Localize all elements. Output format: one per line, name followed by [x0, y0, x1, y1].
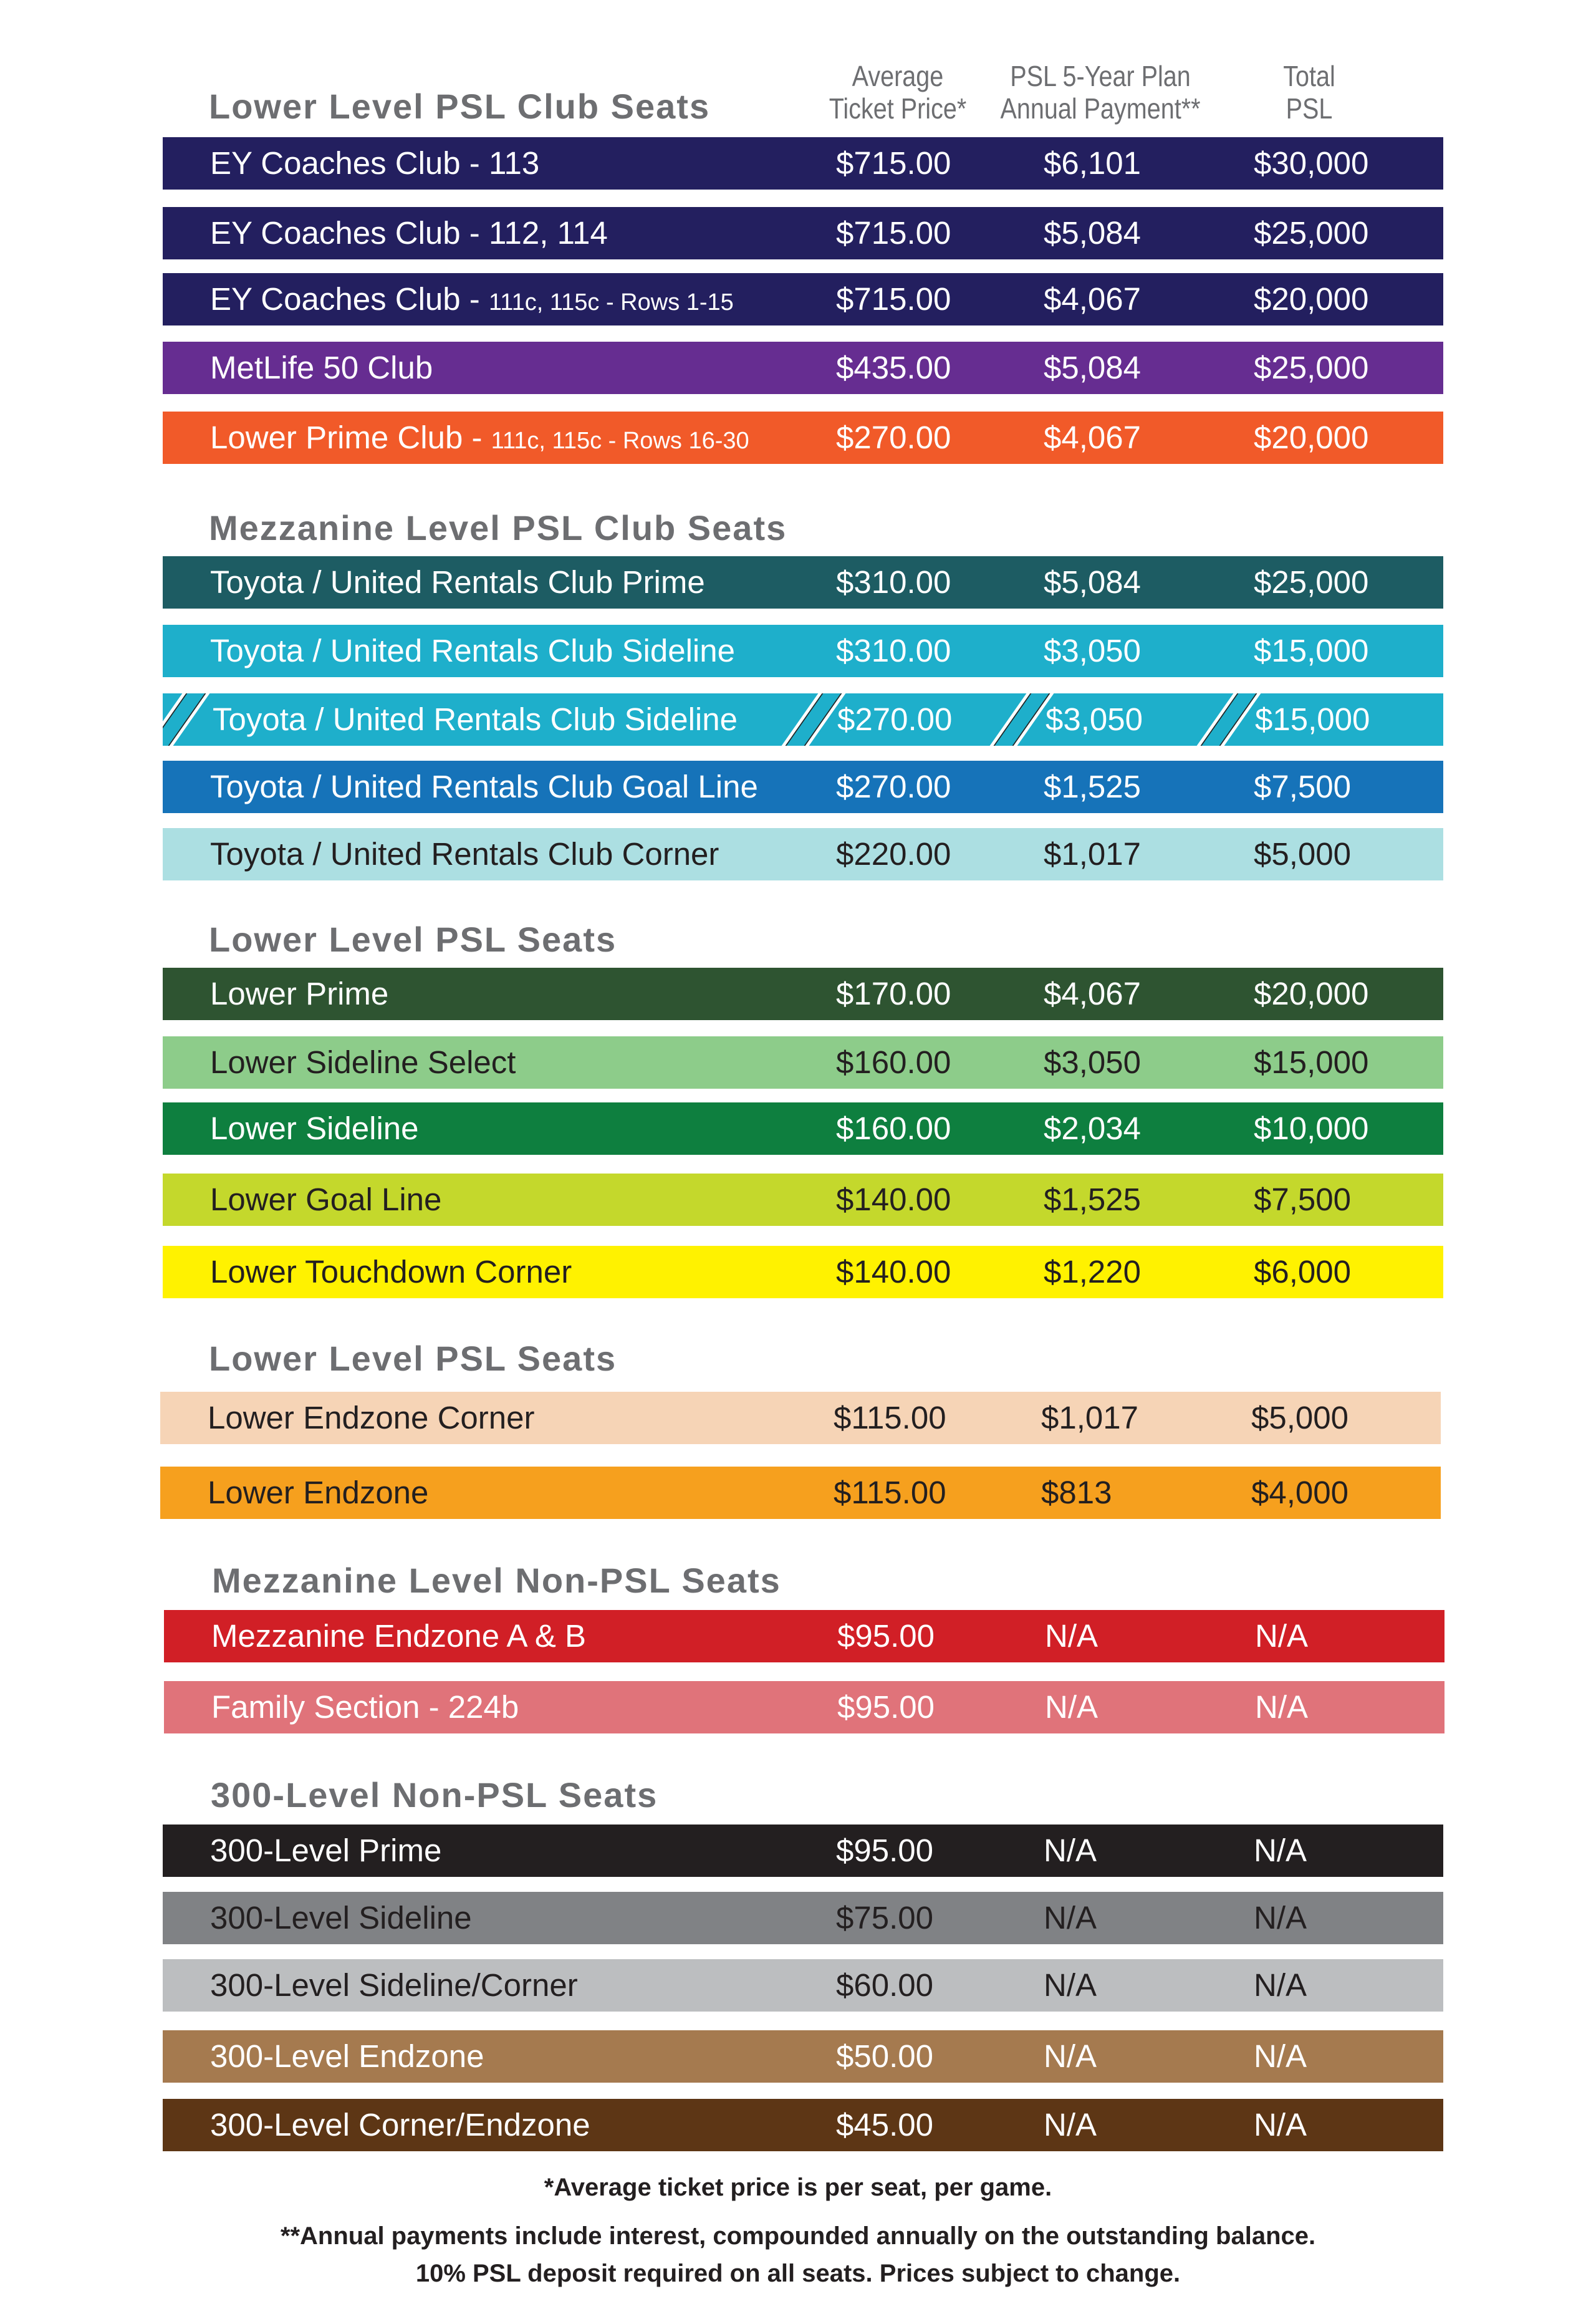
- seat-total-psl: N/A: [1255, 1618, 1309, 1654]
- seat-row: [164, 1681, 1445, 1733]
- seat-price: $435.00: [836, 350, 951, 385]
- seat-price: $310.00: [836, 633, 951, 668]
- seat-annual-payment: $2,034: [1044, 1111, 1141, 1146]
- seat-name-text: Toyota / United Rentals Club Sideline: [213, 701, 738, 737]
- seat-name: [210, 1246, 572, 1298]
- seat-annual-payment: $813: [1041, 1475, 1112, 1510]
- seat-price: $715.00: [836, 145, 951, 181]
- section-title: Lower Level PSL Seats: [209, 920, 617, 959]
- stripe-divider: [1197, 693, 1261, 746]
- seat-annual-payment: $5,084: [1044, 215, 1141, 251]
- seat-name-text: EY Coaches Club - 113: [210, 145, 540, 181]
- seat-row: [163, 273, 1443, 325]
- header-line: PSL 5-Year Plan: [1010, 60, 1191, 92]
- seat-name: [210, 1959, 578, 2012]
- seat-name: [211, 1610, 586, 1662]
- seat-price: $95.00: [836, 1833, 933, 1868]
- seat-total-psl: N/A: [1254, 2038, 1307, 2074]
- seat-name-text: 300-Level Endzone: [210, 2038, 484, 2074]
- seat-total-psl: $20,000: [1254, 976, 1369, 1011]
- seat-total-psl: $25,000: [1254, 564, 1369, 600]
- footnote-annual-payments: **Annual payments include interest, compounded annually on the outstanding balance.: [280, 2222, 1316, 2250]
- seat-row: [163, 556, 1443, 609]
- seat-total-psl: $5,000: [1254, 836, 1351, 872]
- seat-annual-payment: $1,525: [1044, 1182, 1141, 1217]
- seat-annual-payment: N/A: [1044, 1833, 1097, 1868]
- seat-total-psl: $10,000: [1254, 1111, 1369, 1146]
- seat-annual-payment: $6,101: [1044, 145, 1141, 181]
- seat-price: $715.00: [836, 281, 951, 317]
- seat-price: $50.00: [836, 2038, 933, 2074]
- seat-annual-payment: N/A: [1045, 1689, 1098, 1725]
- header-line: PSL: [1286, 92, 1333, 125]
- seat-name-text: Lower Goal Line: [210, 1182, 442, 1217]
- seat-annual-payment: $4,067: [1044, 976, 1141, 1011]
- seat-row: [163, 412, 1443, 464]
- seat-name: [210, 625, 735, 677]
- seat-row: [160, 1392, 1441, 1444]
- seat-price: $95.00: [837, 1689, 935, 1725]
- seat-row: [163, 1246, 1443, 1298]
- seat-annual-payment: $5,084: [1044, 564, 1141, 600]
- seat-row: [163, 625, 1443, 677]
- seat-annual-payment: N/A: [1044, 1967, 1097, 2003]
- seat-total-psl: $15,000: [1254, 1044, 1369, 1080]
- seat-name: [210, 342, 433, 394]
- seat-name: [210, 207, 608, 259]
- seat-price: $115.00: [834, 1400, 946, 1435]
- seat-row: [163, 1036, 1443, 1089]
- seat-price: $140.00: [836, 1182, 951, 1217]
- seat-name-text: 300-Level Sideline: [210, 1900, 472, 1935]
- seat-name: [208, 1467, 428, 1519]
- seat-name-text: Lower Sideline: [210, 1111, 419, 1146]
- header-total-psl: [1250, 60, 1368, 125]
- seat-annual-payment: $3,050: [1044, 633, 1141, 668]
- seat-name-text: Lower Touchdown Corner: [210, 1254, 572, 1289]
- seat-total-psl: N/A: [1254, 2107, 1307, 2143]
- seat-row: [163, 1959, 1443, 2012]
- seat-total-psl: $15,000: [1255, 701, 1370, 737]
- seat-price: $160.00: [836, 1044, 951, 1080]
- seat-price: $45.00: [836, 2107, 933, 2143]
- seat-annual-payment: $1,017: [1041, 1400, 1138, 1435]
- header-line: Ticket Price*: [829, 92, 967, 125]
- stripe-divider: [782, 693, 846, 746]
- seat-row: [163, 2099, 1443, 2151]
- seat-name-detail: 111c, 115c - Rows 16-30: [491, 428, 749, 454]
- seat-name-text: Mezzanine Endzone A & B: [211, 1618, 587, 1654]
- seat-row: [163, 828, 1443, 880]
- seat-total-psl: $6,000: [1254, 1254, 1351, 1289]
- seat-row: [163, 761, 1443, 813]
- seat-total-psl: $20,000: [1254, 420, 1369, 455]
- seat-price: $170.00: [836, 976, 951, 1011]
- section-title: Mezzanine Level PSL Club Seats: [209, 508, 787, 547]
- stripe-divider: [990, 693, 1054, 746]
- seat-price: $160.00: [836, 1111, 951, 1146]
- seat-name: [210, 761, 758, 813]
- seat-row: [163, 1102, 1443, 1155]
- footnote-average-price: *Average ticket price is per seat, per game.: [544, 2174, 1052, 2201]
- seat-total-psl: N/A: [1254, 1967, 1307, 2003]
- seat-price: $310.00: [836, 564, 951, 600]
- seat-annual-payment: $3,050: [1046, 701, 1143, 737]
- seat-annual-payment: $5,084: [1044, 350, 1141, 385]
- seat-name-text: EY Coaches Club - 112, 114: [210, 215, 608, 251]
- seat-row: [163, 1892, 1443, 1944]
- seat-row: [160, 1467, 1441, 1519]
- seat-annual-payment: $1,017: [1044, 836, 1141, 872]
- seat-name-detail: 111c, 115c - Rows 1-15: [488, 289, 734, 316]
- stripe-divider: [163, 693, 209, 746]
- seat-name: [210, 556, 705, 609]
- seat-name-text: 300-Level Sideline/Corner: [210, 1967, 578, 2003]
- seat-name-text: Lower Sideline Select: [210, 1044, 516, 1080]
- seat-name-text: Lower Prime Club -: [210, 420, 491, 455]
- seat-name-text: Lower Endzone: [208, 1475, 429, 1510]
- seat-total-psl: $5,000: [1251, 1400, 1348, 1435]
- seat-price: $115.00: [834, 1475, 946, 1510]
- seat-name: [210, 273, 734, 325]
- seat-name: [210, 2030, 484, 2083]
- footnote-deposit: 10% PSL deposit required on all seats. Prices subject to change.: [415, 2260, 1181, 2287]
- seat-price: $270.00: [837, 701, 953, 737]
- seat-total-psl: $20,000: [1254, 281, 1369, 317]
- seat-total-psl: $25,000: [1254, 215, 1369, 251]
- seat-total-psl: $30,000: [1254, 145, 1369, 181]
- seat-total-psl: N/A: [1254, 1900, 1307, 1935]
- seat-name: [210, 968, 388, 1020]
- seat-row: [163, 1174, 1443, 1226]
- header-average-ticket-price: [812, 60, 983, 125]
- seat-total-psl: $25,000: [1254, 350, 1369, 385]
- seat-annual-payment: $1,220: [1044, 1254, 1141, 1289]
- seat-row: [163, 968, 1443, 1020]
- seat-price: $715.00: [836, 215, 951, 251]
- section-title: 300-Level Non-PSL Seats: [211, 1775, 658, 1815]
- seat-name: [210, 137, 539, 190]
- seat-name: [213, 693, 738, 746]
- seat-name: [210, 2099, 590, 2151]
- seat-name: [210, 1036, 516, 1089]
- seat-name-text: EY Coaches Club -: [210, 281, 489, 317]
- seat-name-text: Family Section - 224b: [211, 1689, 519, 1725]
- section-title: Lower Level PSL Club Seats: [209, 87, 711, 126]
- seat-total-psl: N/A: [1254, 1833, 1307, 1868]
- seat-name-text: Toyota / United Rentals Club Prime: [210, 564, 705, 600]
- seat-annual-payment: N/A: [1045, 1618, 1098, 1654]
- seat-name: [210, 1892, 472, 1944]
- seat-total-psl: $4,000: [1251, 1475, 1348, 1510]
- seat-price: $270.00: [836, 769, 951, 804]
- seat-total-psl: $7,500: [1254, 769, 1351, 804]
- seat-annual-payment: N/A: [1044, 1900, 1097, 1935]
- seat-total-psl: $15,000: [1254, 633, 1369, 668]
- seat-annual-payment: $4,067: [1044, 420, 1141, 455]
- seat-annual-payment: $1,525: [1044, 769, 1141, 804]
- seat-price: $270.00: [836, 420, 951, 455]
- seat-name: [208, 1392, 534, 1444]
- seat-name: [210, 828, 719, 880]
- seat-row: [163, 207, 1443, 259]
- seat-row: [163, 1825, 1443, 1877]
- header-line: Annual Payment**: [1000, 92, 1201, 125]
- seat-price: $75.00: [836, 1900, 933, 1935]
- header-line: Total: [1283, 60, 1335, 92]
- seat-price: $95.00: [837, 1618, 935, 1654]
- seat-name: [210, 1174, 441, 1226]
- header-line: Average: [852, 60, 944, 92]
- seat-name: [210, 1825, 441, 1877]
- seat-total-psl: N/A: [1255, 1689, 1309, 1725]
- seat-name-text: Lower Prime: [210, 976, 389, 1011]
- seat-name-text: Toyota / United Rentals Club Corner: [210, 836, 719, 872]
- section-title: Mezzanine Level Non-PSL Seats: [212, 1561, 781, 1600]
- seat-row: [164, 1610, 1445, 1662]
- seat-price: $140.00: [836, 1254, 951, 1289]
- seat-annual-payment: N/A: [1044, 2107, 1097, 2143]
- seat-name: [210, 412, 749, 464]
- seat-row: [163, 342, 1443, 394]
- seat-annual-payment: $4,067: [1044, 281, 1141, 317]
- seat-name-text: Toyota / United Rentals Club Sideline: [210, 633, 735, 668]
- seat-price: $60.00: [836, 1967, 933, 2003]
- seat-annual-payment: N/A: [1044, 2038, 1097, 2074]
- seat-name-text: Lower Endzone Corner: [208, 1400, 535, 1435]
- seat-name: [210, 1102, 419, 1155]
- seat-row: [163, 2030, 1443, 2083]
- seat-total-psl: $7,500: [1254, 1182, 1351, 1217]
- header-annual-payment: [996, 60, 1204, 125]
- section-title: Lower Level PSL Seats: [209, 1339, 617, 1378]
- seat-row-striped: [163, 693, 1443, 746]
- seat-name: [211, 1681, 519, 1733]
- seat-name-text: 300-Level Prime: [210, 1833, 442, 1868]
- seat-name-text: 300-Level Corner/Endzone: [210, 2107, 590, 2143]
- seat-row: [163, 137, 1443, 190]
- seat-price: $220.00: [836, 836, 951, 872]
- seat-name-text: Toyota / United Rentals Club Goal Line: [210, 769, 758, 804]
- seat-annual-payment: $3,050: [1044, 1044, 1141, 1080]
- seat-name-text: MetLife 50 Club: [210, 350, 433, 385]
